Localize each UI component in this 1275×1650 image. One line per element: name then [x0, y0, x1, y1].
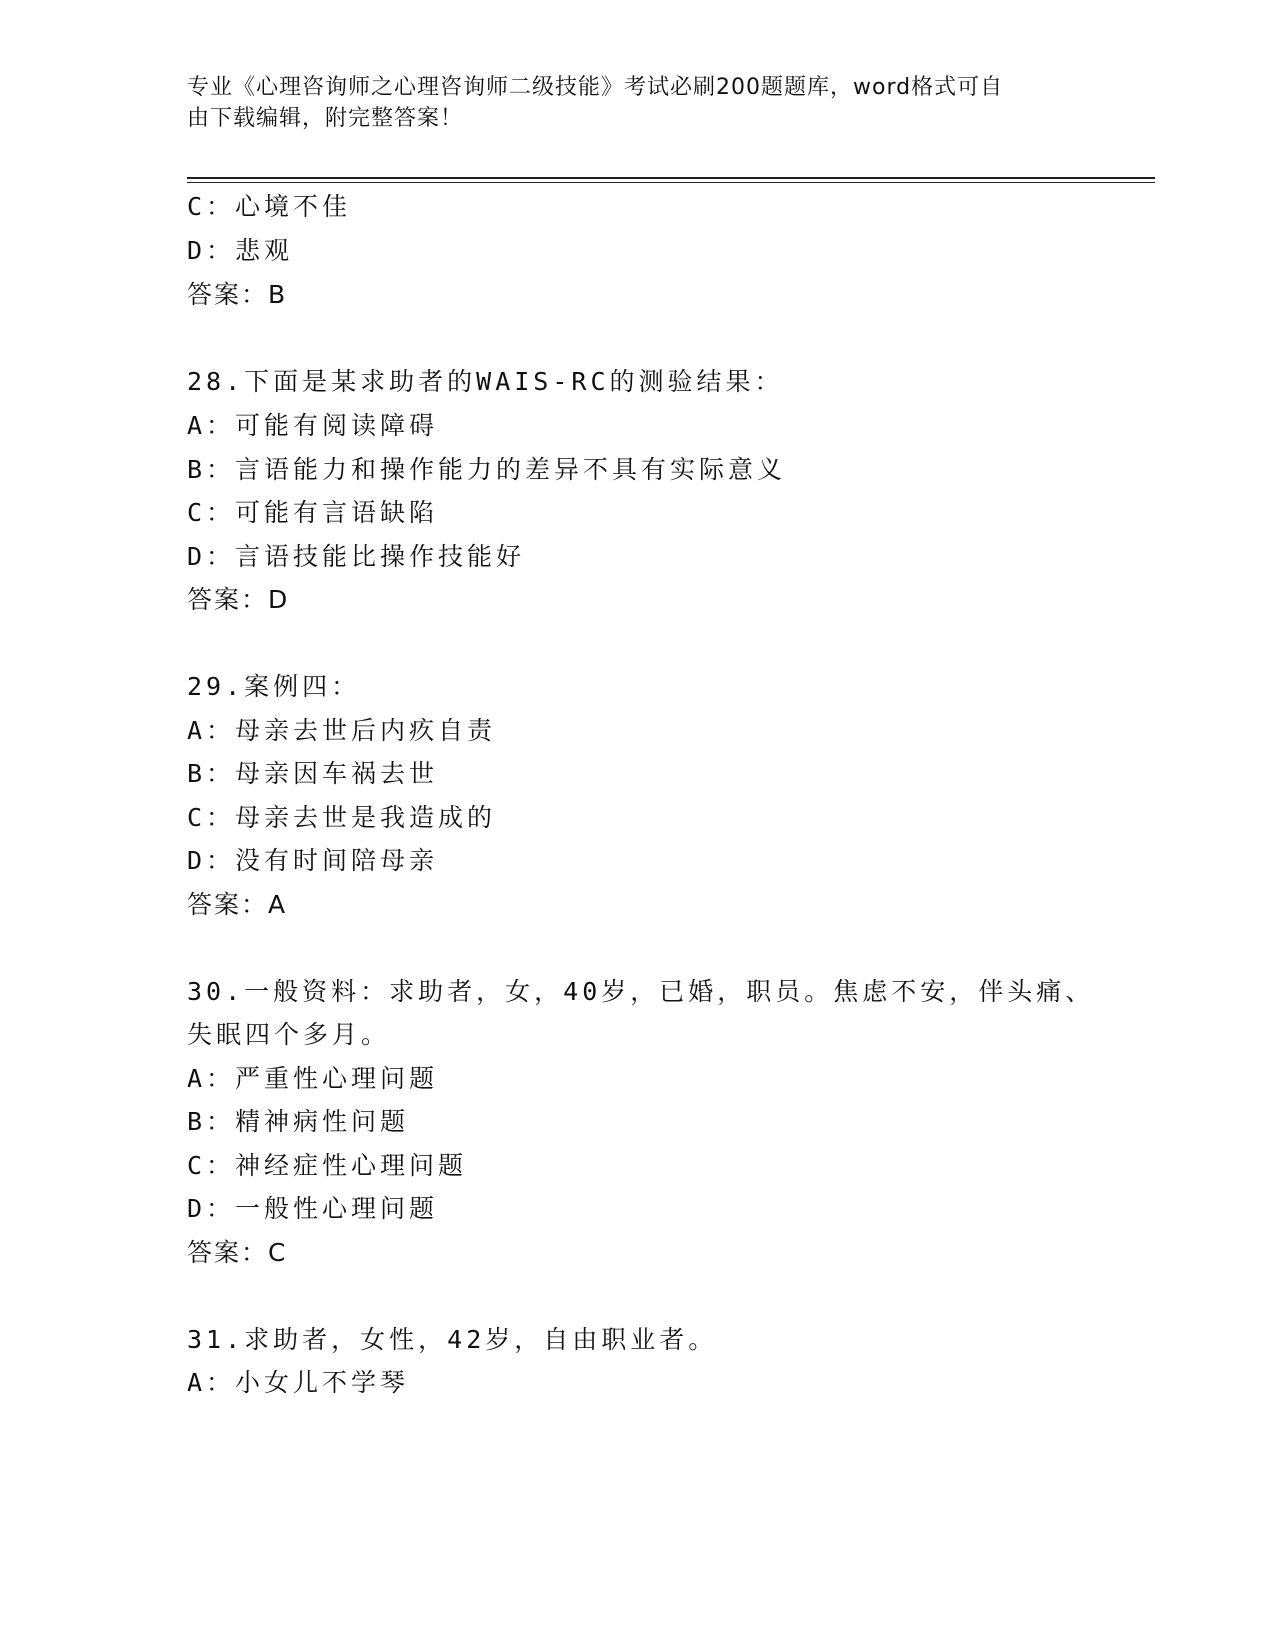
header-rule-thick: [187, 177, 1155, 179]
q30-stem-line-1: 30.一般资料：求助者，女，40岁，已婚，职员。焦虑不安，伴头痛、: [187, 977, 1095, 1006]
q29-option-a: A：母亲去世后内疚自责: [187, 716, 497, 745]
prev-option-d: D：悲观: [187, 236, 294, 265]
q30-answer: 答案：C: [187, 1238, 288, 1267]
header-line-2: 由下载编辑，附完整答案！: [187, 106, 464, 131]
q29-option-b: B：母亲因车祸去世: [187, 759, 439, 788]
document-header: [187, 72, 1067, 134]
q30-option-b: B：精神病性问题: [187, 1107, 410, 1136]
q30-stem-line-2: 失眠四个多月。: [187, 1020, 391, 1049]
q29-option-d: D：没有时间陪母亲: [187, 846, 439, 875]
q28-stem: 28.下面是某求助者的WAIS-RC的测验结果：: [187, 367, 784, 396]
q28-option-b: B：言语能力和操作能力的差异不具有实际意义: [187, 455, 787, 484]
q29-answer: 答案：A: [187, 890, 288, 919]
q28-option-a: A：可能有阅读障碍: [187, 411, 439, 440]
q29-stem: 29.案例四：: [187, 672, 361, 701]
q31-option-a: A：小女儿不学琴: [187, 1368, 410, 1397]
q30-option-a: A：严重性心理问题: [187, 1064, 439, 1093]
q31-stem: 31.求助者，女性，42岁，自由职业者。: [187, 1325, 718, 1354]
q30-option-d: D：一般性心理问题: [187, 1194, 439, 1223]
prev-option-c: C：心境不佳: [187, 192, 352, 221]
prev-answer: 答案：B: [187, 280, 288, 309]
q28-answer: 答案：D: [187, 585, 290, 614]
header-rule-thin: [187, 182, 1155, 183]
q28-option-d: D：言语技能比操作技能好: [187, 542, 526, 571]
q29-option-c: C：母亲去世是我造成的: [187, 803, 497, 832]
q28-option-c: C：可能有言语缺陷: [187, 498, 439, 527]
q30-option-c: C：神经症性心理问题: [187, 1151, 468, 1180]
header-line-1: 专业《心理咨询师之心理咨询师二级技能》考试必刷200题题库，word格式可自: [187, 75, 1004, 100]
